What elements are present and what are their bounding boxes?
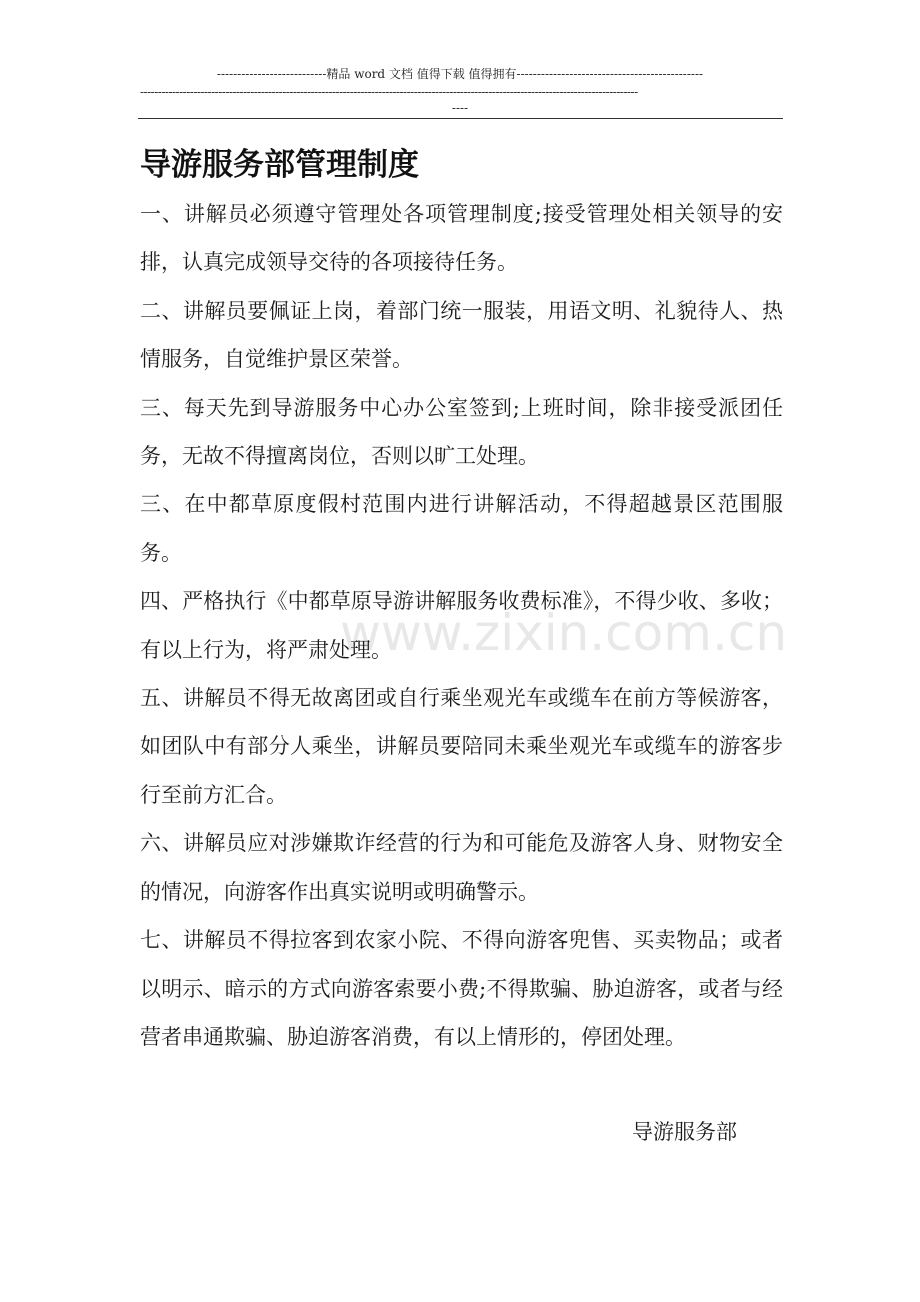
- header-rule-divider: [138, 118, 783, 119]
- header-dash-tail: ----: [451, 101, 469, 115]
- header-dash-line: --------------------------------------------------------------------------------------------------------------------------------------------: [140, 85, 638, 99]
- header-banner: ---------------------------精品 word 文档 值得下载 值得拥有----------------------------------------------: [216, 67, 704, 81]
- paragraph-1: 一、讲解员必须遵守管理处各项管理制度;接受管理处相关领导的安排，认真完成领导交待的各项接待任务。: [140, 202, 783, 275]
- paragraph-2: 二、讲解员要佩证上岗，着部门统一服装，用语文明、礼貌待人、热情服务，自觉维护景区荣誉。: [140, 298, 783, 372]
- paragraph-8: 七、讲解员不得拉客到农家小院、不得向游客兜售、买卖物品；或者以明示、暗示的方式向游客索要小费;不得欺骗、胁迫游客，或者与经营者串通欺骗、胁迫游客消费，有以上情形的，停团处理。: [140, 928, 783, 1049]
- paragraph-3: 三、每天先到导游服务中心办公室签到;上班时间，除非接受派团任务，无故不得擅离岗位，否则以旷工处理。: [140, 395, 783, 469]
- watermark-text: www.zixin.com.cn: [340, 604, 788, 662]
- paragraph-4: 三、在中都草原度假村范围内进行讲解活动，不得超越景区范围服务。: [140, 492, 783, 565]
- signature-department: 导游服务部: [632, 1120, 737, 1144]
- paragraph-5: 四、严格执行《中都草原导游讲解服务收费标准》，不得少收、多收；有以上行为，将严肃处理。: [140, 589, 783, 662]
- document-body: [140, 190, 783, 1061]
- paragraph-6: 五、讲解员不得无故离团或自行乘坐观光车或缆车在前方等候游客，如团队中有部分人乘坐，讲解员要陪同未乘坐观光车或缆车的游客步行至前方汇合。: [140, 686, 783, 807]
- paragraph-7: 六、讲解员应对涉嫌欺诈经营的行为和可能危及游客人身、财物安全的情况，向游客作出真实说明或明确警示。: [140, 831, 783, 904]
- document-title: 导游服务部管理制度: [140, 147, 419, 183]
